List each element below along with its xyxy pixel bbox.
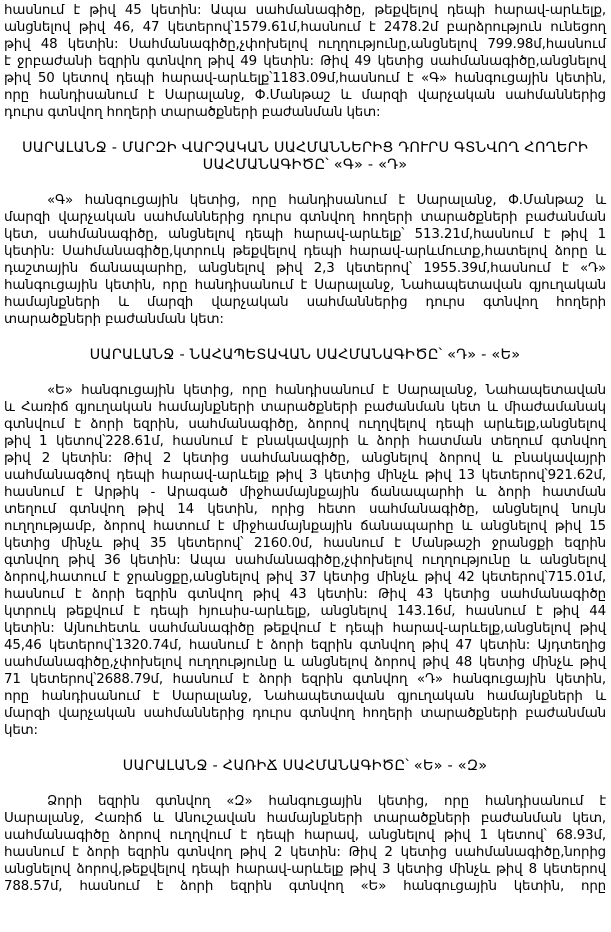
text-line: կետին: Այնուհետև սահմանագիծը թեքվում է դեպի հարավ-արևելք,անցնելով թիվ xyxy=(4,621,606,636)
text-line: 71 կետերով՝2688.79մ, հասնում է ձորի եզրին գտնվող «Դ» հանգուցային կետին, xyxy=(4,672,606,687)
text-line: 45,46 կետերով՝1320.74մ, հասնում է ձորի եզրին գտնվող թիվ 47 կետին: Այդտեղից xyxy=(4,638,606,653)
text-line: և Հառիճ գյուղական համայնքների տարածքների բաժանման կետ և միաժամանակ xyxy=(4,400,606,415)
text-line: տարածքների բաժանման կետ: xyxy=(4,312,224,327)
text-line: գտնվում է ձորի եզրին, սահմանագիծը, ձորով ուղղվելով դեպի արևելք,անցնելով xyxy=(4,417,606,432)
text-line: թիվ 2 կետին: Թիվ 2 կետից սահմանագիծը, անցնելով ձորով և բնակավայրի xyxy=(4,451,606,466)
text-line: մարզի վարչական սահմաններից դուրս գտնվող հողերի տարածքների բաժանման xyxy=(4,706,606,721)
text-line: ձորով,հատում է ջրանցքը,անցնելով թիվ 37 կետից մինչև թիվ 42 կետերով՝715.01մ, xyxy=(4,570,606,585)
text-line: թիվ 50 կետով դեպի հարավ-արևելք՝1183.09մ,հասնում է «Գ» հանգուցային կետին, xyxy=(4,71,606,86)
text-line: տեղում գտնվող թիվ 14 կետին, որից հետո սահմանագիծը, անցնելով նույն xyxy=(4,502,606,517)
text-line: հանգուցային կետին, որը հանդիսանում է Սարալանջ, Նահապետավան գյուղական xyxy=(4,278,606,293)
text-line: սահմանագիծը ձորով ուղղվում է դեպի հարավ, անցնելով թիվ 1 կետով՝ 68.93մ, xyxy=(4,828,606,843)
text-line: կետ: xyxy=(4,723,38,738)
heading-line: ՍԱՐԱԼԱՆՋ - ՀԱՌԻՃ ՍԱՀՄԱՆԱԳԻԾԸ՝ «Ե» - «Զ» xyxy=(122,758,488,774)
section-paragraph xyxy=(4,192,606,328)
text-line: հասնում է ձորի եզրին գտնվող թիվ 43 կետին: Թիվ 43 կետից սահմանագիծը xyxy=(4,587,606,602)
text-line: հասնում է Արթիկ - Արագած միջհամայնքային ճանապարհի և ձորի հատման xyxy=(4,485,606,500)
text-line: ուղղությամբ, ձորով հատում է միջհամայնքային ճանապարհը և անցնելով թիվ 15 xyxy=(4,519,606,534)
section-paragraph xyxy=(4,382,606,739)
text-line: որը հանդիսանում է Սարալանջ, Փ.Մանթաշ և մարզի վարչական սահմաններից xyxy=(4,88,606,103)
text-line: համայնքների և մարզի վարչական սահմաններից դուրս գտնվող հողերի xyxy=(4,295,606,310)
text-line: հասնում է ձորի եզրին գտնվող թիվ 2 կետին: Թիվ 2 կետից սահմանագիծը,նորից xyxy=(4,845,606,860)
text-line: անցնելով թիվ 46, 47 կետերով՝1579.61մ,հասնում է 2478.2մ բարձրություն ունեցող xyxy=(4,20,606,35)
section-heading xyxy=(4,347,606,364)
text-line: հասնում է թիվ 45 կետին: Ապա սահմանագիծը, թեքվելով դեպի հարավ-արևելք, xyxy=(4,3,606,18)
intro-paragraph xyxy=(4,2,606,121)
text-line: կետ, սահմանագիծը, անցնելով դեպի հարավ-արևելք՝ 513.21մ,հասնում է թիվ 1 xyxy=(4,227,606,242)
text-line: դաշտային ճանապարհը, անցնելով թիվ 2,3 կետերով՝ 1955.39մ,հասնում է «Դ» xyxy=(4,261,606,276)
text-line: կտրուկ թեքվում է դեպի հյուսիս-արևելք, անցնելով 143.16մ, հասնում է թիվ 44 xyxy=(4,604,606,619)
text-line: մարզի վարչական սահմաններից դուրս գտնվող հողերի տարածքների բաժանման xyxy=(4,210,606,225)
text-line: դուրս գտնվող հողերի տարածքների բաժանման կետ: xyxy=(4,105,381,120)
text-line: կետից մինչև թիվ 35 կետերով՝ 2160.0մ, հասնում է Մանթաշի ջրանցքի եզրին xyxy=(4,536,606,551)
text-line: է ջրբաժանի եզրին գտնվող թիվ 49 կետին: Թիվ 49 կետից սահմանագիծը,անցնելով xyxy=(4,54,606,69)
text-line: «Գ» հանգուցային կետից, որը հանդիսանում է Սարալանջ, Փ.Մանթաշ և xyxy=(47,193,606,208)
section-paragraph xyxy=(4,793,606,895)
text-line: թիվ 1 կետով՝228.61մ, հասնում է բնակավայրի և ձորի հատման տեղում գտնվող xyxy=(4,434,606,449)
text-line: թիվ 48 կետին: Սահմանագիծը,չփոխելով ուղղությունը,անցնելով 799.98մ,հասնում xyxy=(4,37,606,52)
text-line: Սարալանջ, Հառիճ և Անուշավան համայնքների տարածքների բաժանման կետ, xyxy=(4,811,606,826)
document-page xyxy=(4,2,606,895)
text-line: անցնելով ձորով,թեքվելով դեպի հարավ-արևելք թիվ 3 կետից մինչև թիվ 8 կետերով xyxy=(4,862,606,877)
text-line: սահմանագծով դեպի հարավ-արևելք թիվ 3 կետից մինչև թիվ 13 կետերով՝921.62մ, xyxy=(4,468,606,483)
section-heading xyxy=(4,140,606,174)
text-line: որը հանդիսանում է Սարալանջ, Նահապետավան գյուղական համայնքների և xyxy=(4,689,606,704)
text-line: Ձորի եզրին գտնվող «Զ» հանգուցային կետից, որը հանդիսանում է xyxy=(47,794,606,809)
text-line: կետին: Սահմանագիծը,կտրուկ թեքվելով դեպի հարավ-արևմուտք,հատելով ձորը և xyxy=(4,244,606,259)
heading-line: ՍԱՐԱԼԱՆՋ - ՆԱՀԱՊԵՏԱՎԱՆ ՍԱՀՄԱՆԱԳԻԾԸ՝ «Դ» - «Ե» xyxy=(89,347,521,363)
text-line: սահմանագիծը,չփոխելով ուղղությունը և անցնելով ձորով թիվ 48 կետից մինչև թիվ xyxy=(4,655,606,670)
text-line: 788.57մ, հասնում է ձորի եզրին գտնվող «Ե» հանգուցային կետին, որը xyxy=(4,879,606,894)
section-heading xyxy=(4,758,606,775)
text-line: «Ե» հանգուցային կետից, որը հանդիսանում է Սարալանջ, Նահապետավան xyxy=(47,383,606,398)
heading-line: ՍԱՀՄԱՆԱԳԻԾԸ՝ «Գ» - «Դ» xyxy=(202,157,408,173)
text-line: գտնվող թիվ 36 կետին: Ապա սահմանագիծը,չփոխելով ուղղությունը և անցնելով xyxy=(4,553,606,568)
heading-line: ՍԱՐԱԼԱՆՋ - ՄԱՐԶԻ ՎԱՐՉԱԿԱՆ ՍԱՀՄԱՆՆԵՐԻՑ ԴՈՒՐՍ ԳՏՆՎՈՂ ՀՈՂԵՐԻ xyxy=(21,140,589,156)
